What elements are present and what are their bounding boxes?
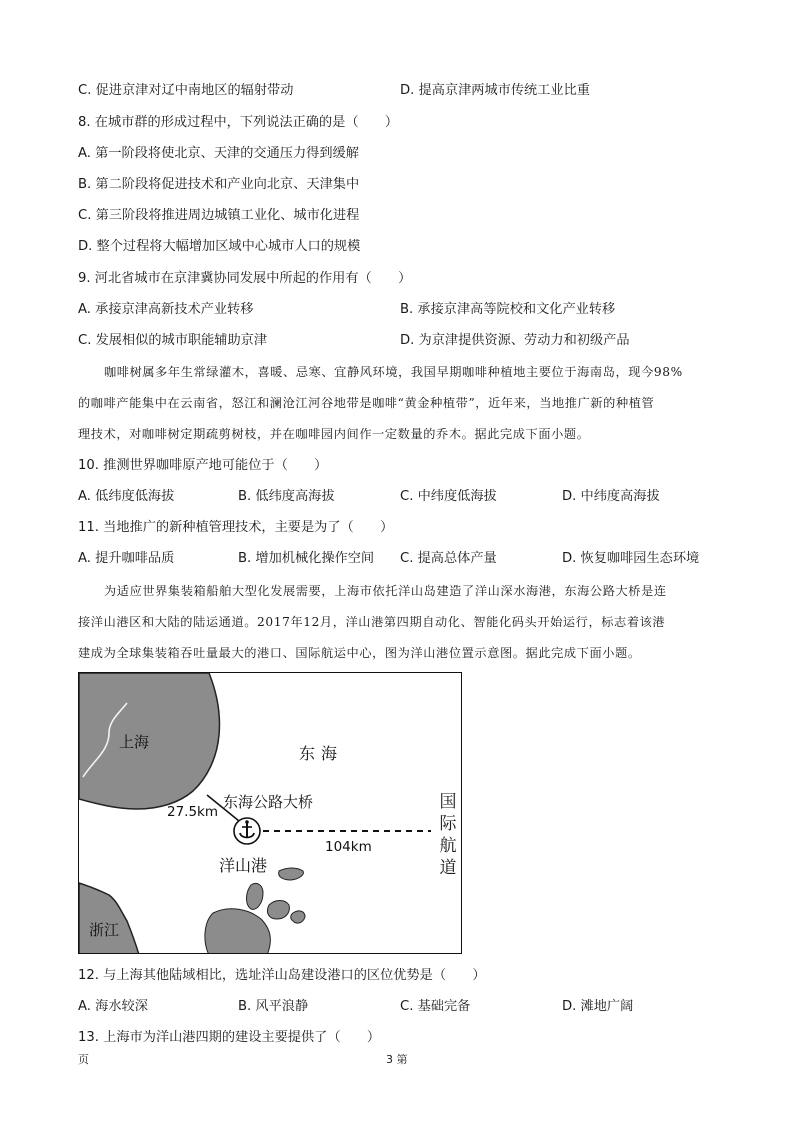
- label-bridge: 东海公路大桥: [223, 793, 314, 811]
- label-donghai: 东海: [299, 744, 344, 763]
- q8-stem: 8. 在城市群的形成过程中，下列说法正确的是（ ）: [78, 115, 399, 130]
- q11-stem: 11. 当地推广的新种植管理技术，主要是为了（ ）: [78, 520, 394, 535]
- q10-option-d: D. 中纬度高海拔: [562, 489, 660, 504]
- label-port: 洋山港: [219, 856, 268, 875]
- q11-option-b: B. 增加机械化操作空间: [238, 551, 375, 566]
- q9-option-c: C. 发展相似的城市职能辅助京津: [78, 333, 268, 348]
- port-passage-line-2: 接洋山港区和大陆的陆运通道。2017年12月，洋山港第四期自动化、智能化码头开始运行，标志着该港: [78, 615, 666, 629]
- q7-option-d: D. 提高京津两城市传统工业比重: [400, 83, 590, 98]
- q8-option-a: A. 第一阶段将使北京、天津的交通压力得到缓解: [78, 146, 359, 161]
- label-intl-char-3: 航: [439, 836, 457, 856]
- label-international-channel: [437, 791, 459, 879]
- q11-option-a: A. 提升咖啡品质: [78, 551, 175, 566]
- q10-option-c: C. 中纬度低海拔: [400, 489, 497, 504]
- coffee-passage-line-2: 的咖啡产能集中在云南省，怒江和澜沧江河谷地带是咖啡“黄金种植带”，近年来，当地推广新的种植管: [78, 396, 655, 410]
- q12-option-d: D. 滩地广阔: [562, 999, 634, 1014]
- coffee-passage-line-3: 理技术，对咖啡树定期疏剪树枝，并在咖啡园内间作一定数量的乔木。据此完成下面小题。: [78, 427, 590, 441]
- label-bridge-distance: 27.5km: [167, 804, 219, 820]
- coffee-passage-line-1: 咖啡树属多年生常绿灌木，喜暖、忌寒、宜静风环境，我国早期咖啡种植地主要位于海南岛，现今98%: [104, 365, 683, 379]
- island-5: [291, 911, 305, 923]
- label-shanghai: 上海: [119, 733, 150, 751]
- port-passage-line-3: 建成为全球集装箱吞吐量最大的港口、国际航运中心，图为洋山港位置示意图。据此完成下面小题。: [78, 646, 641, 660]
- label-intl-char-4: 道: [439, 858, 457, 878]
- shanghai-land: [79, 673, 220, 809]
- q10-stem: 10. 推测世界咖啡原产地可能位于（ ）: [78, 458, 328, 473]
- yangshan-port-map: [78, 672, 462, 954]
- island-3: [267, 901, 289, 920]
- island-4: [205, 909, 270, 954]
- q10-option-b: B. 低纬度高海拔: [238, 489, 335, 504]
- map-drawing: [79, 673, 462, 954]
- q9-option-b: B. 承接京津高等院校和文化产业转移: [400, 302, 616, 317]
- q12-option-b: B. 风平浪静: [238, 999, 309, 1014]
- q9-option-a: A. 承接京津高新技术产业转移: [78, 302, 254, 317]
- footer-left: 页: [78, 1053, 89, 1066]
- island-2: [247, 883, 264, 909]
- label-intl-char-1: 国: [439, 792, 457, 812]
- q12-option-a: A. 海水较深: [78, 999, 148, 1014]
- port-passage-line-1: 为适应世界集装箱船舶大型化发展需要，上海市依托洋山岛建造了洋山深水海港，东海公路大桥是连: [104, 584, 667, 598]
- q8-option-c: C. 第三阶段将推进周边城镇工业化、城市化进程: [78, 208, 360, 223]
- island-1: [279, 868, 304, 880]
- q9-option-d: D. 为京津提供资源、劳动力和初级产品: [400, 333, 630, 348]
- page-number: 3 第: [386, 1053, 408, 1066]
- q11-option-d: D. 恢复咖啡园生态环境: [562, 551, 700, 566]
- q8-option-b: B. 第二阶段将促进技术和产业向北京、天津集中: [78, 177, 360, 192]
- label-route-distance: 104km: [325, 839, 372, 855]
- q7-option-c: C. 促进京津对辽中南地区的辐射带动: [78, 83, 294, 98]
- q8-option-d: D. 整个过程将大幅增加区域中心城市人口的规模: [78, 239, 361, 254]
- q13-stem: 13. 上海市为洋山港四期的建设主要提供了（ ）: [78, 1030, 381, 1045]
- q10-option-a: A. 低纬度低海拔: [78, 489, 175, 504]
- q12-stem: 12. 与上海其他陆域相比，选址洋山岛建设港口的区位优势是（ ）: [78, 968, 486, 983]
- label-intl-char-2: 际: [439, 814, 457, 834]
- q12-option-c: C. 基础完备: [400, 999, 471, 1014]
- q11-option-c: C. 提高总体产量: [400, 551, 497, 566]
- label-zhejiang: 浙江: [89, 921, 120, 939]
- q9-stem: 9. 河北省城市在京津冀协同发展中所起的作用有（ ）: [78, 271, 412, 286]
